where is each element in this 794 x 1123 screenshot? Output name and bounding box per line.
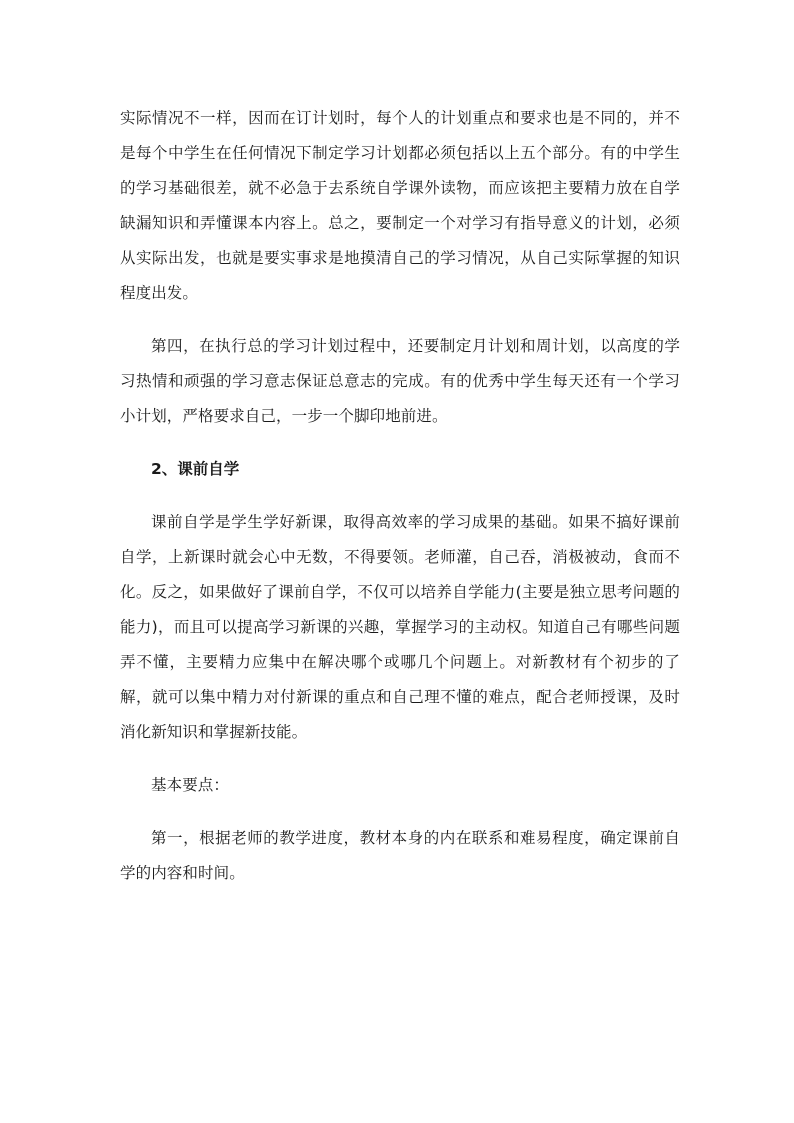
page-content <box>120 101 680 891</box>
paragraph-plan-adjustment: 实际情况不一样，因而在订计划时，每个人的计划重点和要求也是不同的，并不是每个中学生在任何情况下制定学习计划都必须包括以上五个部分。有的中学生的学习基础很差，就不必急于去系统自学课外读物，而应该把主要精力放在自学缺漏知识和弄懂课本内容上。总之，要制定一个对学习有指导意义的计划，必须从实际出发，也就是要实事求是地摸清自己的学习情况，从自己实际掌握的知识程度出发。 <box>120 109 680 302</box>
paragraph-first-point: 第一，根据老师的教学进度，教材本身的内在联系和难易程度，确定课前自学的内容和时间。 <box>120 829 680 882</box>
paragraph-preview-study: 课前自学是学生学好新课，取得高效率的学习成果的基础。如果不搞好课前自学，上新课时就会心中无数，不得要领。老师灌，自己吞，消极被动，食而不化。反之，如果做好了课前自学，不仅可以培养自学能力(主要是独立思考问题的能力)，而且可以提高学习新课的兴趣，掌握学习的主动权。知道自己有哪些问题弄不懂，主要精力应集中在解决哪个或哪几个问题上。对新教材有个初步的了解，就可以集中精力对付新课的重点和自己理不懂的难点，配合老师授课，及时消化新知识和掌握新技能。 <box>120 513 680 741</box>
section-heading: 2、课前自学 <box>151 460 240 478</box>
paragraph-fourth-point: 第四，在执行总的学习计划过程中，还要制定月计划和周计划，以高度的学习热情和顽强的学习意志保证总意志的完成。有的优秀中学生每天还有一个学习小计划，严格要求自己，一步一个脚印地前进。 <box>120 337 680 425</box>
paragraph-basic-points-label: 基本要点： <box>151 776 230 794</box>
